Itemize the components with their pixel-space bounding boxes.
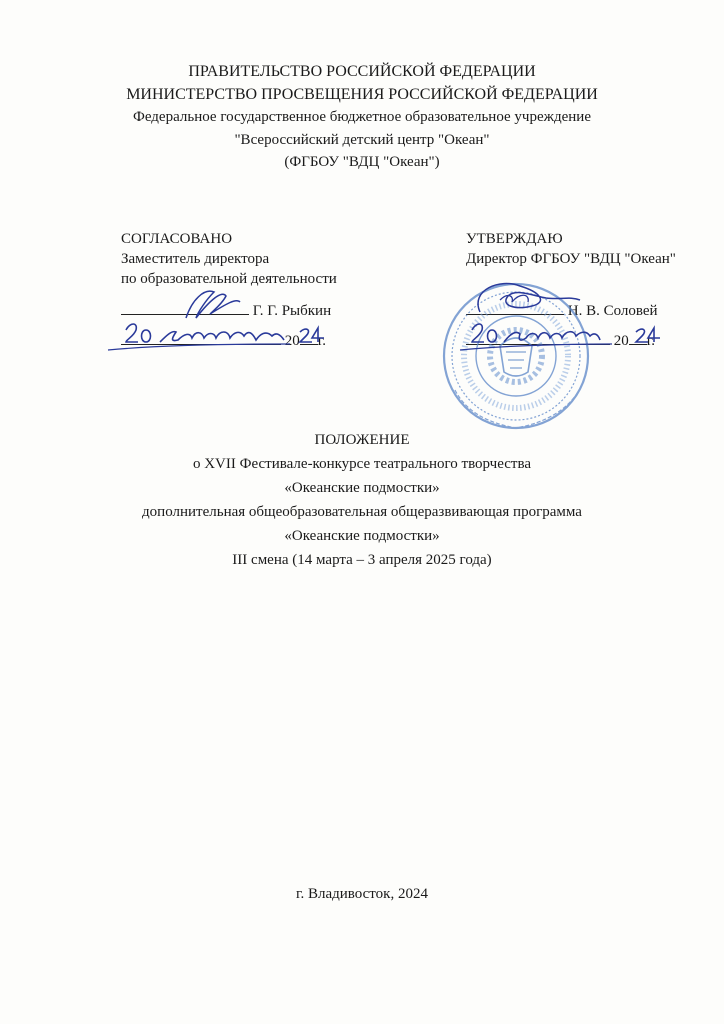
session-dates: III смена (14 марта – 3 апреля 2025 года) — [232, 552, 492, 568]
approval-right-year-prefix: 20 — [613, 333, 629, 349]
header-institution-name: "Всероссийский детский центр "Океан" — [234, 131, 490, 148]
approval-right-date-line — [466, 330, 655, 350]
organization-header — [0, 61, 724, 174]
approval-right-signature-line — [466, 300, 658, 320]
date-blank — [466, 330, 610, 345]
approval-left-position-2: по образовательной деятельности — [121, 271, 337, 287]
approval-left-position-1: Заместитель директора — [121, 251, 270, 267]
festival-name: «Океанские подмостки» — [284, 480, 440, 496]
approval-right-name: Н. В. Соловей — [567, 303, 658, 319]
signature-blank — [121, 300, 249, 315]
signature-blank — [466, 300, 564, 315]
year-blank — [300, 330, 318, 345]
approval-right-year-suffix: г. — [646, 333, 655, 349]
approval-right-heading: УТВЕРЖДАЮ — [466, 231, 563, 247]
program-type: дополнительная общеобразовательная общеразвивающая программа — [142, 504, 582, 520]
approval-right-position-1: Директор ФГБОУ "ВДЦ "Океан" — [466, 251, 676, 267]
header-institution-abbr: (ФГБОУ "ВДЦ "Океан") — [284, 154, 440, 170]
approval-left-block — [121, 229, 371, 289]
approval-left-name: Г. Г. Рыбкин — [252, 303, 332, 319]
approval-left-heading: СОГЛАСОВАНО — [121, 231, 233, 247]
document-title-block — [0, 428, 724, 572]
document-type: ПОЛОЖЕНИЕ — [314, 432, 410, 448]
approval-right-block — [466, 229, 706, 269]
document-subject: о XVII Фестивале-конкурсе театрального творчества — [192, 456, 532, 472]
header-government: ПРАВИТЕЛЬСТВО РОССИЙСКОЙ ФЕДЕРАЦИИ — [188, 63, 536, 80]
year-blank — [629, 330, 647, 345]
date-blank — [121, 330, 281, 345]
city-year: г. Владивосток, 2024 — [296, 886, 428, 902]
program-name: «Океанские подмостки» — [284, 528, 440, 544]
header-ministry: МИНИСТЕРСТВО ПРОСВЕЩЕНИЯ РОССИЙСКОЙ ФЕДЕРАЦИИ — [126, 85, 598, 103]
approval-left-date-line — [121, 330, 326, 350]
approval-left-signature-line — [121, 300, 331, 320]
approval-left-year-suffix: г. — [317, 333, 326, 349]
approval-left-year-prefix: 20 — [284, 333, 300, 349]
header-institution-type: Федеральное государственное бюджетное образовательное учреждение — [132, 109, 591, 125]
